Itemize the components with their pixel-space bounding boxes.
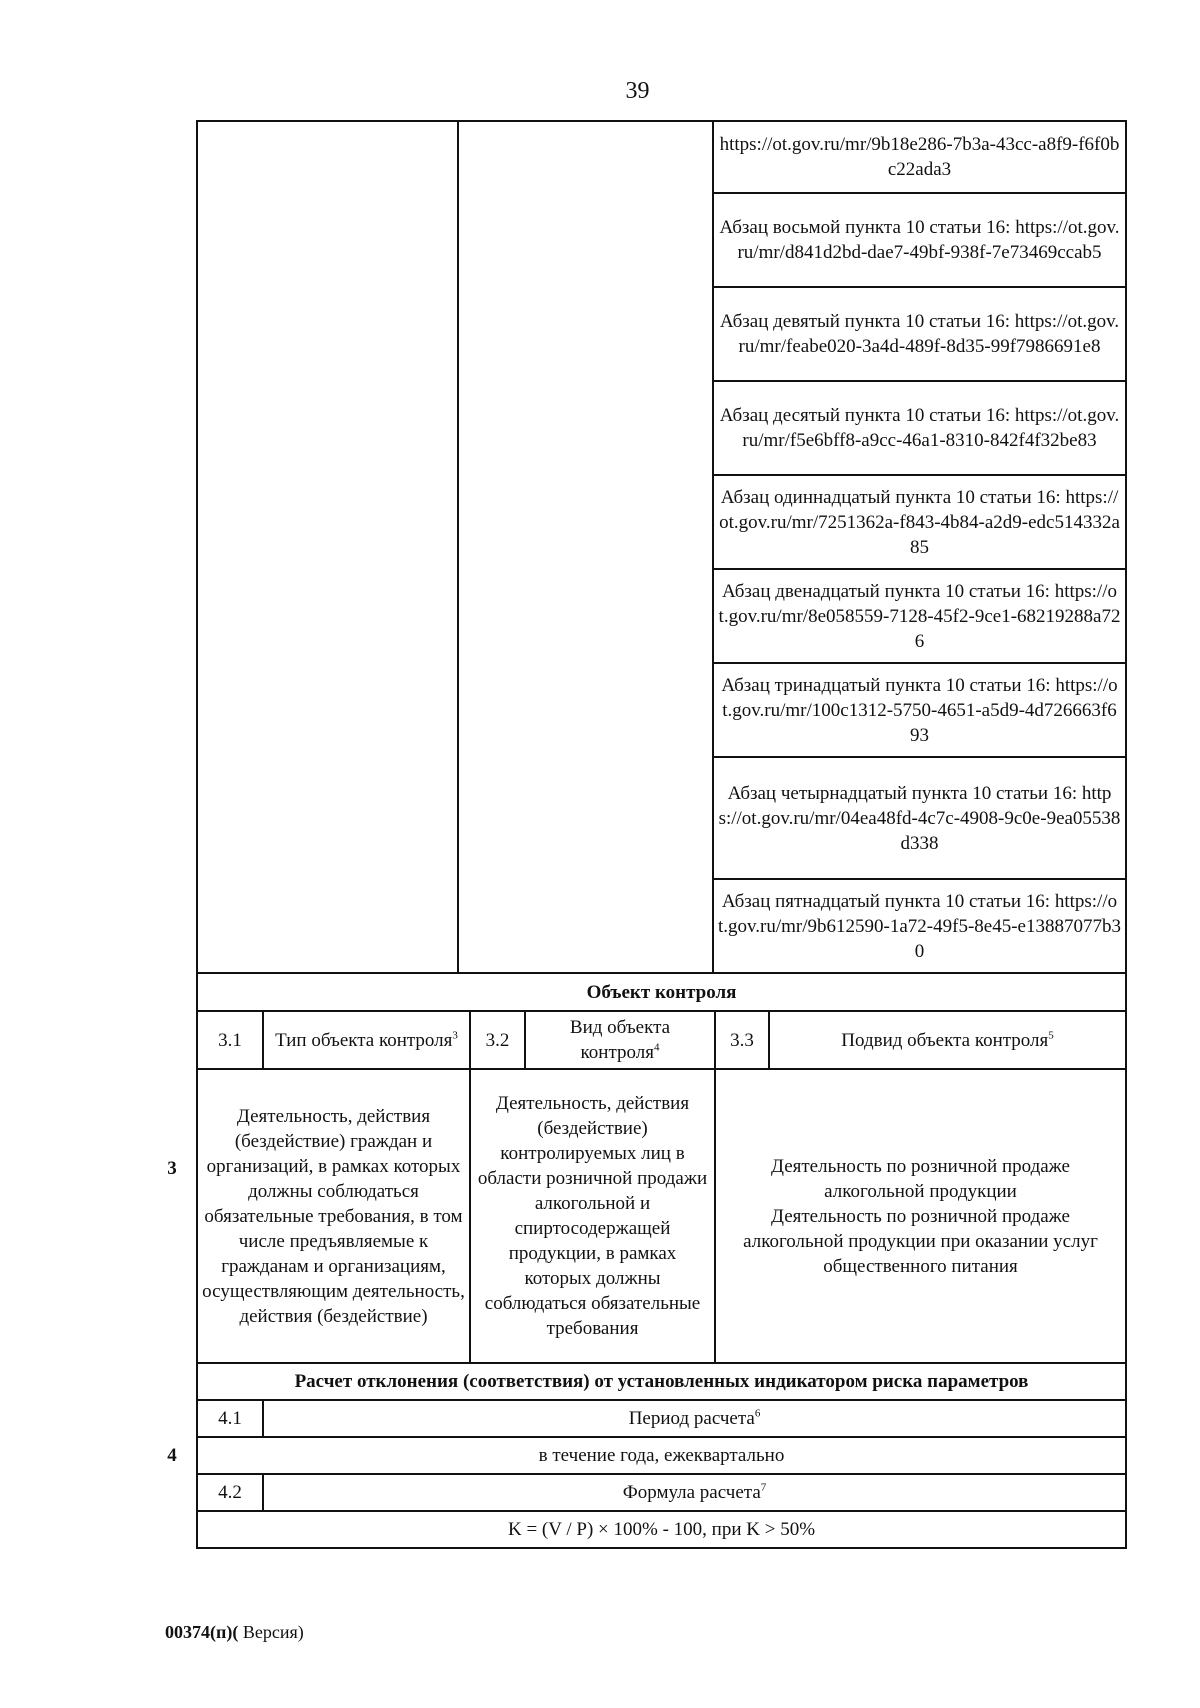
empty-cell [197, 121, 458, 973]
row-number: 4.1 [197, 1400, 263, 1437]
section-4-table [148, 1362, 1127, 1549]
col-number: 3.3 [715, 1011, 769, 1069]
section-title: Расчет отклонения (соответствия) от установленных индикатором риска параметров [197, 1363, 1126, 1400]
link-cell: Абзац одиннадцатый пункта 10 статьи 16: https://ot.gov.ru/mr/7251362a-f843-4b84-a2d9-edc514332a85 [713, 475, 1126, 569]
link-cell: Абзац четырнадцатый пункта 10 статьи 16: https://ot.gov.ru/mr/04ea48fd-4c7c-4908-9c0e-9ea05538d338 [713, 757, 1126, 879]
subkind-item: Деятельность по розничной продаже алкогольной продукции при оказании услуг общественного питания [743, 1205, 1098, 1277]
link-cell: Абзац восьмой пункта 10 статьи 16: https://ot.gov.ru/mr/d841d2bd-dae7-49bf-938f-7e73469ccab5 [713, 193, 1126, 287]
link-cell: Абзац девятый пункта 10 статьи 16: https://ot.gov.ru/mr/feabe020-3a4d-489f-8d35-99f7986691e8 [713, 287, 1126, 381]
link-cell: Абзац десятый пункта 10 статьи 16: https://ot.gov.ru/mr/f5e6bff8-a9cc-46a1-8310-842f4f32be83 [713, 381, 1126, 475]
section-number: 4 [148, 1363, 197, 1548]
section-3-table [148, 972, 1127, 1364]
link-cell: Абзац двенадцатый пункта 10 статьи 16: https://ot.gov.ru/mr/8e058559-7128-45f2-9ce1-68219288a726 [713, 569, 1126, 663]
period-label: Период расчета$^6$ [263, 1400, 1126, 1437]
empty-cell [458, 121, 713, 973]
link-cell: https://ot.gov.ru/mr/9b18e286-7b3a-43cc-a8f9-f6f0bc22ada3 [713, 121, 1126, 193]
footer-code: 00374(п)( Версия) [165, 1622, 304, 1642]
col-header-type: Тип объекта контроля$^3$ [263, 1011, 470, 1069]
document-table [148, 120, 1126, 1549]
object-kind-text: Деятельность, действия (бездействие) контролируемых лиц в области розничной продажи алкогольной и спиртосодержащей продукции, в рамках которых должны соблюдаться обязательные требования [470, 1069, 715, 1363]
page-number: 39 [625, 78, 650, 104]
formula-label: Формула расчета$^7$ [263, 1474, 1126, 1511]
link-cell: Абзац тринадцатый пункта 10 статьи 16: https://ot.gov.ru/mr/100c1312-5750-4651-a5d9-4d726663f693 [713, 663, 1126, 757]
section-number: 3 [148, 973, 197, 1363]
col-header-kind: Вид объекта контроля$^4$ [525, 1011, 715, 1069]
row-number: 4.2 [197, 1474, 263, 1511]
links-table [148, 120, 1127, 974]
subkind-item: Деятельность по розничной продаже алкогольной продукции [771, 1155, 1070, 1202]
section-title: Объект контроля [197, 973, 1126, 1011]
object-subkind-text [715, 1069, 1126, 1363]
formula-value: K = (V / P) × 100% - 100, при K > 50% [197, 1511, 1126, 1548]
col-header-subkind: Подвид объекта контроля$^5$ [769, 1011, 1126, 1069]
row-number-cell [148, 121, 197, 973]
object-type-text: Деятельность, действия (бездействие) граждан и организаций, в рамках которых должны соблюдаться обязательные требования, в том числе предъявляемые к гражданам и организациям, осуществляющим деятельность, действия (бездействие) [197, 1069, 470, 1363]
col-number: 3.2 [470, 1011, 525, 1069]
period-value: в течение года, ежеквартально [197, 1437, 1126, 1474]
col-number: 3.1 [197, 1011, 263, 1069]
link-cell: Абзац пятнадцатый пункта 10 статьи 16: https://ot.gov.ru/mr/9b612590-1a72-49f5-8e45-e13887077b30 [713, 879, 1126, 973]
